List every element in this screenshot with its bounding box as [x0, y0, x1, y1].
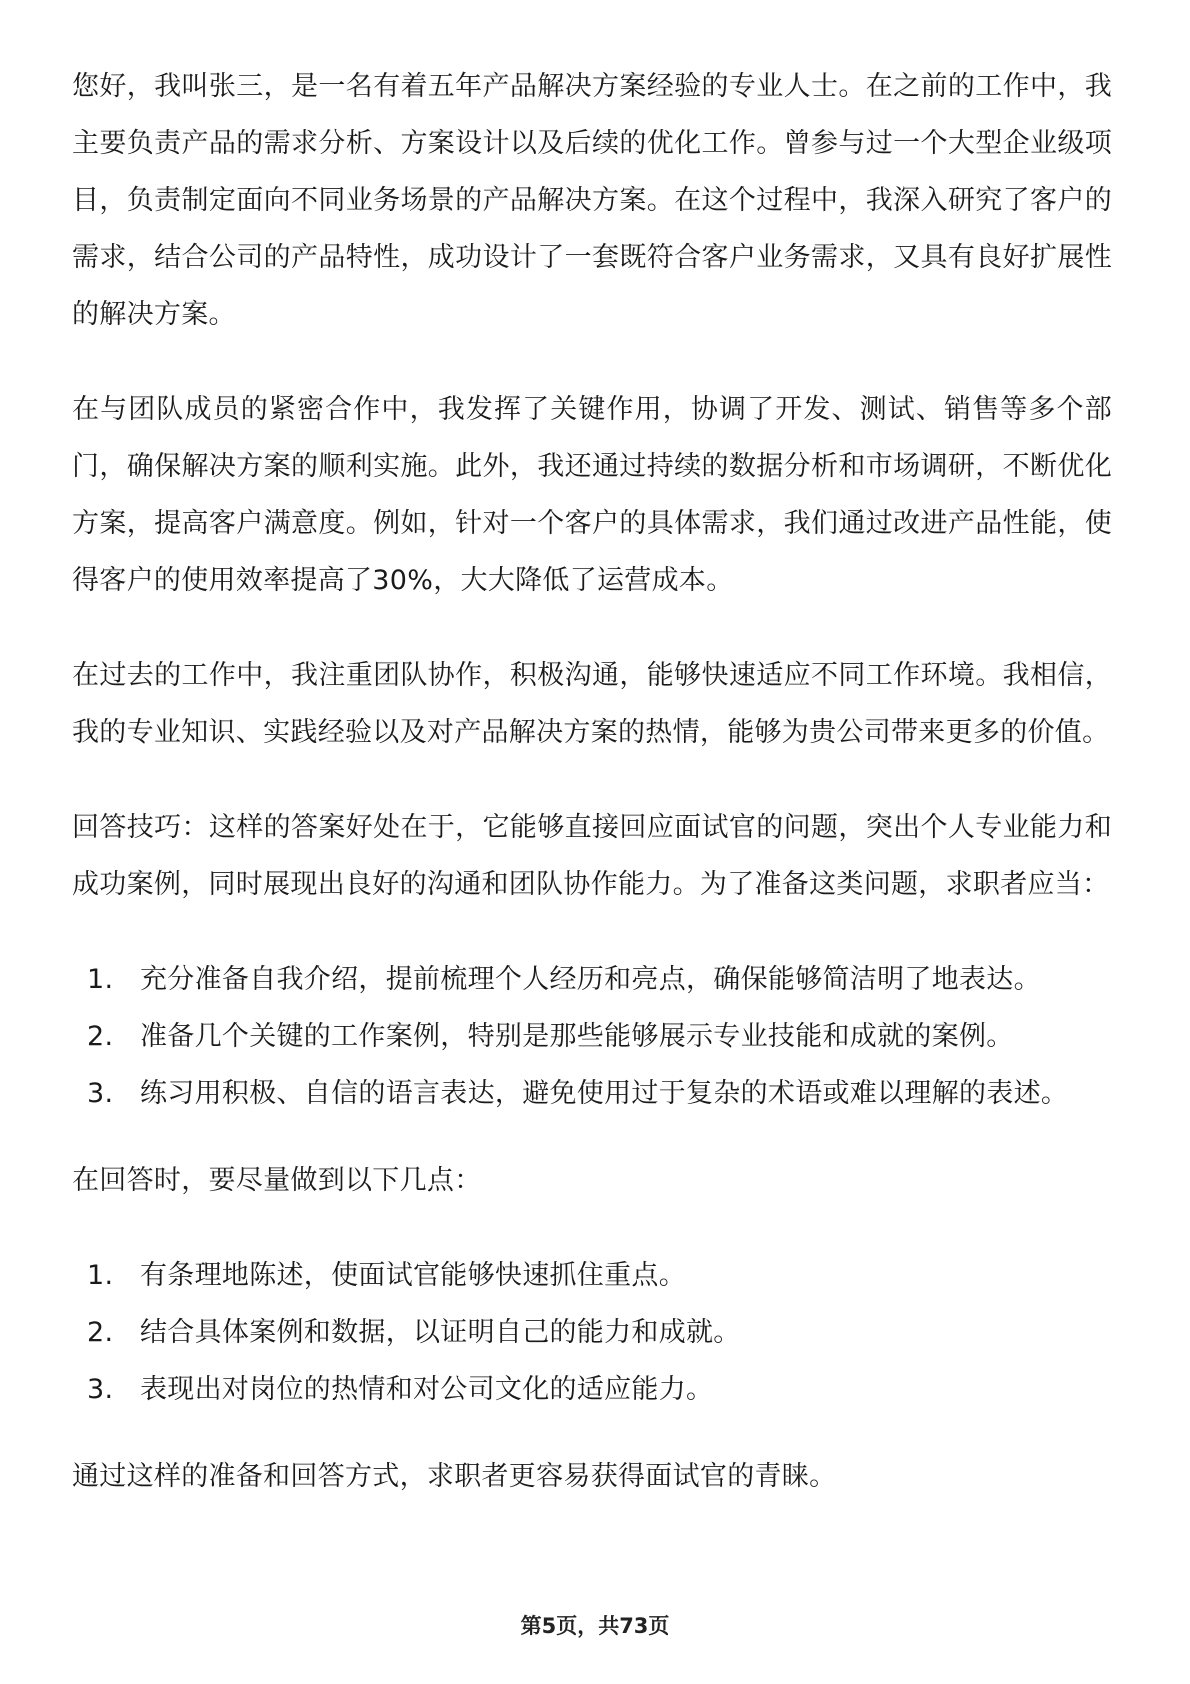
page-footer: 第5页，共73页 [520, 1614, 670, 1638]
list-item [72, 1065, 1112, 1122]
list-number: 2. [87, 1021, 114, 1052]
list-item [72, 1247, 1112, 1304]
paragraph-answer-points: 在回答时，要尽量做到以下几点： [72, 1165, 482, 1196]
list-number: 2. [87, 1317, 114, 1348]
list-text: 充分准备自我介绍，提前梳理个人经历和亮点，确保能够简洁明了地表达。 [140, 964, 1041, 995]
list-text: 结合具体案例和数据，以证明自己的能力和成就。 [140, 1317, 741, 1348]
paragraph-teamwork: 在与团队成员的紧密合作中，我发挥了关键作用，协调了开发、测试、销售等多个部门，确保解决方案的顺利实施。此外，我还通过持续的数据分析和市场调研，不断优化方案，提高客户满意度。例如，针对一个客户的具体需求，我们通过改进产品性能，使得客户的使用效率提高了30%，大大降低了运营成本。 [72, 394, 1112, 596]
list-number: 3. [87, 1374, 114, 1405]
paragraph-intro: 您好，我叫张三，是一名有着五年产品解决方案经验的专业人士。在之前的工作中，我主要负责产品的需求分析、方案设计以及后续的优化工作。曾参与过一个大型企业级项目，负责制定面向不同业务场景的产品解决方案。在这个过程中，我深入研究了客户的需求，结合公司的产品特性，成功设计了一套既符合客户业务需求，又具有良好扩展性的解决方案。 [72, 71, 1112, 330]
list-number: 3. [87, 1078, 114, 1109]
list-item [72, 1008, 1112, 1065]
answer-list [72, 1247, 1112, 1418]
paragraph-tips: 回答技巧：这样的答案好处在于，它能够直接回应面试官的问题，突出个人专业能力和成功案例，同时展现出良好的沟通和团队协作能力。为了准备这类问题，求职者应当： [72, 812, 1112, 900]
list-item [72, 1304, 1112, 1361]
list-text: 练习用积极、自信的语言表达，避免使用过于复杂的术语或难以理解的表述。 [140, 1078, 1069, 1109]
list-text: 有条理地陈述，使面试官能够快速抓住重点。 [140, 1260, 686, 1291]
list-number: 1. [87, 1260, 114, 1291]
paragraph-summary: 在过去的工作中，我注重团队协作，积极沟通，能够快速适应不同工作环境。我相信，我的专业知识、实践经验以及对产品解决方案的热情，能够为贵公司带来更多的价值。 [72, 660, 1112, 748]
document-body [72, 58, 1112, 1543]
list-text: 表现出对岗位的热情和对公司文化的适应能力。 [140, 1374, 714, 1405]
list-item [72, 951, 1112, 1008]
prep-list [72, 951, 1112, 1122]
list-number: 1. [87, 964, 114, 995]
list-text: 准备几个关键的工作案例，特别是那些能够展示专业技能和成就的案例。 [140, 1021, 1014, 1052]
paragraph-conclusion: 通过这样的准备和回答方式，求职者更容易获得面试官的青睐。 [72, 1461, 837, 1492]
list-item [72, 1361, 1112, 1418]
